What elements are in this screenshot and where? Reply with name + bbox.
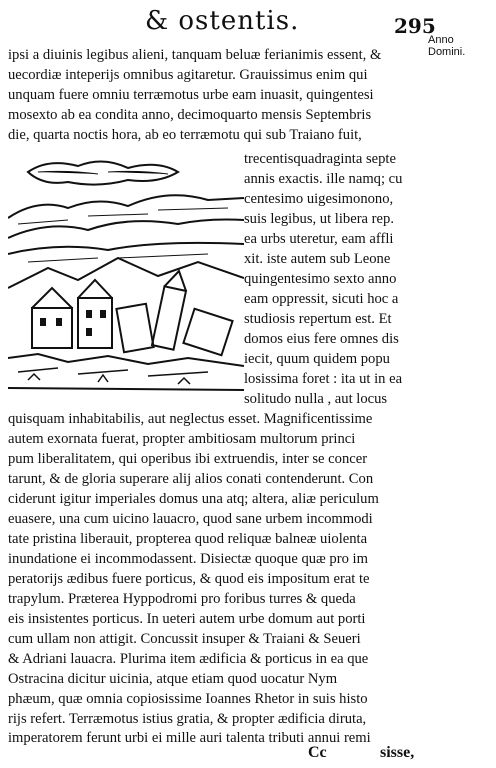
text-line: suis legibus, ut libera rep.: [244, 211, 394, 227]
text-line: tarunt, & de gloria superare alij alios conati contenderunt. Con: [8, 471, 374, 487]
text-line: peratorijs ædibus fuere porticus, & quod eis impositum erat te: [8, 571, 370, 587]
text-line: trecentisquadraginta septe: [244, 151, 396, 167]
text-line: tate pristina liberauit, propterea quod reliquæ balneæ uiolenta: [8, 531, 368, 547]
text-line: studiosis repertum est. Et: [244, 311, 392, 327]
text-line: quisquam inhabitabilis, aut neglectus esset. Magnificentissime: [8, 411, 373, 427]
page-number: 295: [394, 14, 436, 38]
text-line: imperatorem ferunt urbi ei mille auri talenta tributi annui remi: [8, 730, 371, 746]
text-line: domos eius fere omnes dis: [244, 331, 399, 347]
text-line: rijs refert. Terræmotus istius gratia, & propter ædificia diruta,: [8, 711, 367, 727]
text-line: inundatione ei incommodassent. Disiectæ quoque quæ pro im: [8, 551, 368, 567]
text-line: eam oppressit, sicuti hoc a: [244, 291, 399, 307]
running-head: & ostentis.: [145, 6, 300, 36]
text-line: centesimo uigesimonono,: [244, 191, 394, 207]
text-line: mosexto ab ea condita anno, decimoquarto mensis Septembris: [8, 107, 372, 123]
text-line: ciderunt igitur imperiales domus una atq; altera, aliæ periculum: [8, 491, 379, 507]
text-line: ipsi a diuinis legibus alieni, tanquam beluæ ferianimis essent, &: [8, 47, 382, 63]
text-line: ea urbs uteretur, eam affli: [244, 231, 394, 247]
text-line: cum ullam non attigit. Concussit insuper & Traiani & Seueri: [8, 631, 361, 647]
text-line: iecit, quum quidem popu: [244, 351, 390, 367]
text-line: xit. iste autem sub Leone: [244, 251, 391, 267]
text-line: losissima foret : ita ut in ea: [244, 371, 403, 387]
text-line: annis exactis. ille namq; cu: [244, 171, 403, 187]
text-line: solitudo nulla , aut locus: [244, 391, 388, 407]
text-line: phæum, quæ omnia copiosissime Ioannes Rhetor in suis histo: [8, 691, 368, 707]
catchword: sisse,: [380, 744, 415, 761]
text-line: pum liberalitatem, qui operibus ibi extruendis, inter se concer: [8, 451, 368, 467]
text-line: quingentesimo sexto anno: [244, 271, 397, 287]
text-line: Ostracina dicitur uicinia, atque etiam quod uocatur Nym: [8, 671, 338, 687]
text-line: & Adriani lauacra. Plurima item ædificia & porticus in ea que: [8, 651, 369, 667]
text-line: autem exornata fuerat, propter ambitiosam multorum princi: [8, 431, 356, 447]
text-line: eis insistentes porticus. In ueteri autem urbe domum aut porti: [8, 611, 366, 627]
text-line: trapylum. Præterea Hyppodromi pro foribus turres & queda: [8, 591, 356, 607]
signature-mark: Cc: [308, 744, 327, 761]
text-line: euasere, una cum uicino lauacro, quod sane urbem incommodi: [8, 511, 373, 527]
margin-note: Anno Domini.: [428, 34, 466, 58]
earthquake-woodcut-illustration: [8, 158, 244, 408]
text-line: unquam fuere omniu terræmotus urbe eam inuasit, quingentesi: [8, 87, 374, 103]
text-line: uecordiæ inteperijs omnibus agitaretur. Grauissimus enim qui: [8, 67, 368, 83]
text-line: die, quarta noctis hora, ab eo terræmotu qui sub Traiano fuit,: [8, 127, 362, 143]
